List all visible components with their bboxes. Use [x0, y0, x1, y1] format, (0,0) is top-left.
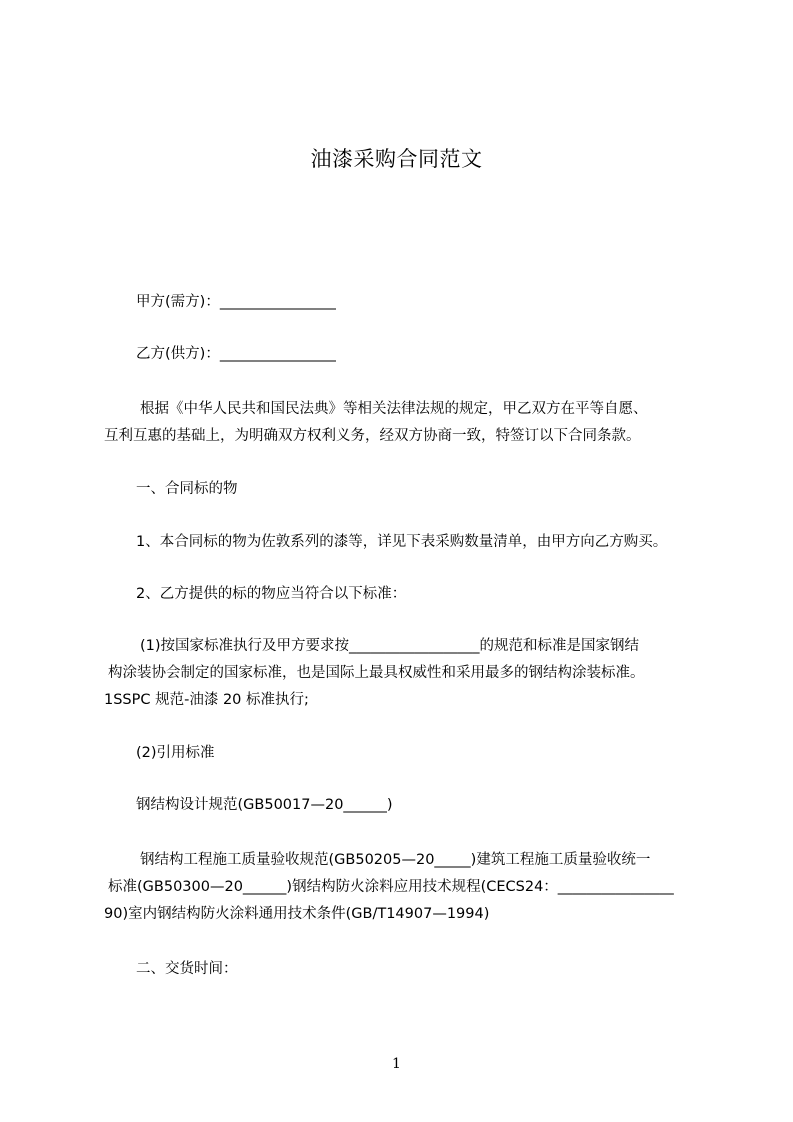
section-2-heading: 二、交货时间：	[136, 961, 238, 977]
party-b-line: 乙方(供方)：________________	[136, 346, 336, 362]
page-number: 1	[392, 1056, 401, 1072]
clause-2: 2、乙方提供的标的物应当符合以下标准：	[136, 586, 407, 602]
reference-1: 钢结构设计规范(GB50017—20______)	[136, 797, 393, 813]
reference-2-line-1: 钢结构工程施工质量验收规范(GB50205—20_____)建筑工程施工质量验收统一	[140, 852, 651, 868]
section-1-heading: 一、合同标的物	[136, 481, 238, 497]
reference-2-line-3: 90)室内钢结构防火涂料通用技术条件(GB/T14907—1994)	[104, 906, 490, 922]
intro-paragraph-line-1: 根据《中华人民共和国民法典》等相关法律法规的规定，甲乙双方在平等自愿、	[140, 401, 648, 417]
standard-1-line-3: 1SSPC 规范-油漆 20 标准执行;	[104, 692, 309, 708]
standard-1-line-2: 构涂装协会制定的国家标准，也是国际上最具权威性和采用最多的钢结构涂装标准。	[108, 665, 645, 681]
document-title: 油漆采购合同范文	[310, 147, 483, 171]
party-a-line: 甲方(需方)：________________	[136, 294, 336, 310]
intro-paragraph-line-2: 互利互惠的基础上，为明确双方权利义务，经双方协商一致，特签订以下合同条款。	[104, 428, 641, 444]
reference-2-line-2: 标准(GB50300—20______)钢结构防火涂料应用技术规程(CECS24：________________	[108, 879, 674, 895]
clause-1: 1、本合同标的物为佐敦系列的漆等，详见下表采购数量清单，由甲方向乙方购买。	[136, 534, 668, 550]
standard-1-line-1: (1)按国家标准执行及甲方要求按__________________的规范和标准是国家钢结	[140, 638, 640, 654]
standard-2-heading: (2)引用标准	[136, 745, 215, 761]
